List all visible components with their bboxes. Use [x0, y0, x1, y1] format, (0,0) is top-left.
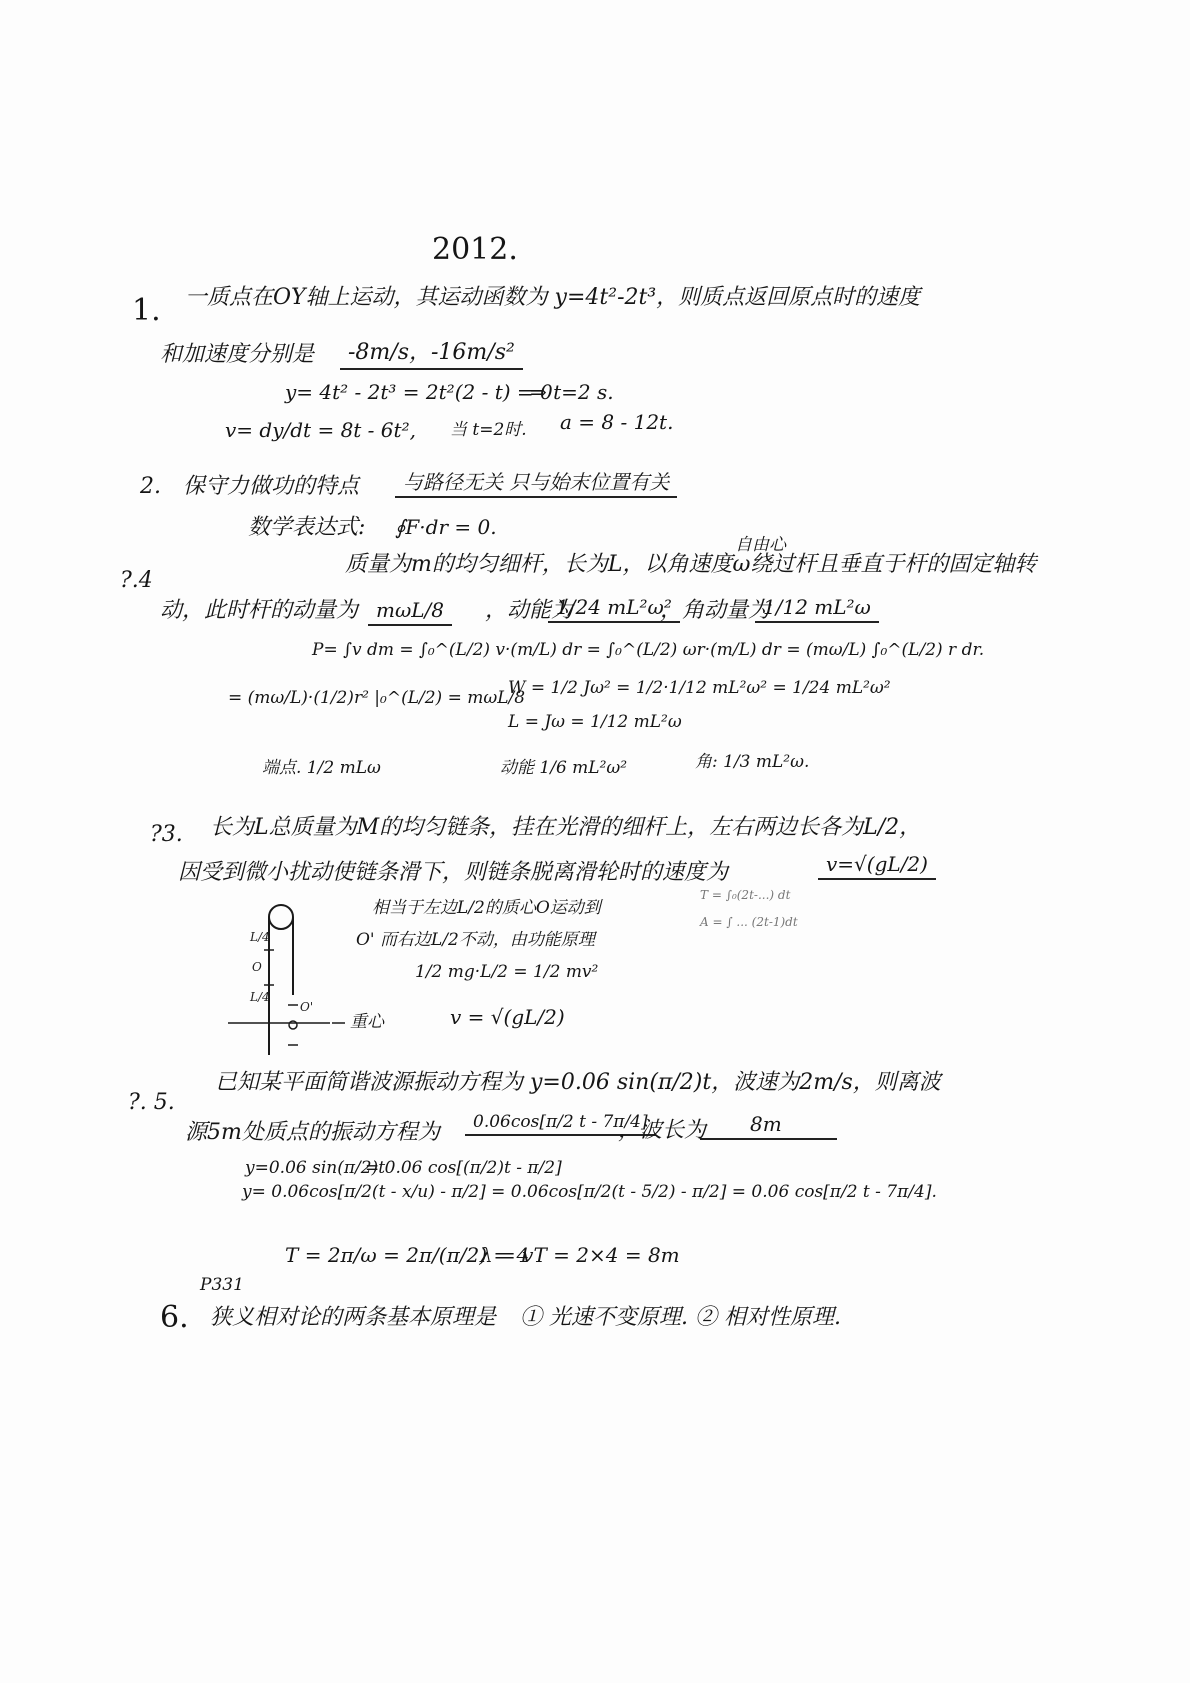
q3a-answer-momentum: mωL/8 — [368, 598, 452, 626]
q3a-alt2: 动能 1/6 mL²ω² — [500, 758, 628, 778]
q3a-prompt2a: 动，此时杆的动量为 — [160, 598, 359, 623]
pulley-circle — [269, 905, 293, 929]
q1-work-line1: y= 4t² - 2t³ = 2t²(2 - t) = 0 — [285, 380, 553, 404]
q3b-note1: 相当于左边L/2的质心O运动到 — [372, 898, 601, 918]
q3a-number: ?.4 — [120, 568, 153, 593]
q3a-prompt2c: ，角动量为 — [660, 598, 771, 623]
q1-answer: -8m/s，-16m/s² — [340, 340, 523, 370]
q2-number: 2. — [140, 474, 161, 499]
q3a-work-line2b: W = 1/2 Jω² = 1/2·1/12 mL²ω² = 1/24 mL²ω² — [508, 678, 891, 698]
q5-work-line1: y=0.06 sin(π/2)t — [245, 1158, 386, 1178]
q5-prompt: 已知某平面简谐波源振动方程为 y=0.06 sin(π/2)t，波速为2m/s，则离波 — [215, 1070, 941, 1095]
q6-number: 6. — [160, 1300, 189, 1335]
q3a-alt1: 端点. 1/2 mLω — [262, 758, 381, 778]
q3b-eq2: v = √(gL/2) — [450, 1005, 565, 1029]
q5-answer2: 8m — [700, 1112, 837, 1140]
q5-work-line3: T = 2π/ω = 2π/(π/2) = 4 — [285, 1243, 530, 1267]
q1-number: 1. — [132, 293, 161, 328]
q3b-eq1: 1/2 mg·L/2 = 1/2 mv² — [415, 962, 599, 982]
q2-prompt: 保守力做功的特点 — [183, 474, 360, 499]
diagram-tick-4: O' — [300, 1000, 314, 1014]
q5-prompt2: 源5m处质点的振动方程为 — [185, 1120, 440, 1145]
q3b-prompt2: 因受到微小扰动使链条滑下，则链条脱离滑轮时的速度为 — [178, 860, 729, 885]
q3b-number: ?3. — [150, 822, 183, 847]
q3a-prompt: 质量为m的均匀细杆，长为L，以角速度ω绕过杆且垂直于杆的固定轴转 — [345, 552, 1037, 577]
q3a-work-line3: L = Jω = 1/12 mL²ω — [508, 712, 682, 732]
page-title: 2012. — [432, 232, 518, 267]
q3a-work-line1: P= ∫v dm = ∫₀^(L/2) v·(m/L) dr = ∫₀^(L/2) ωr·(m/L) dr = (mω/L) ∫₀^(L/2) r dr. — [312, 640, 985, 660]
q3a-prompt2b: ，动能为 — [485, 598, 574, 623]
diagram-ref-label: 重心 — [350, 1012, 384, 1032]
q6-page-ref: P331 — [200, 1275, 244, 1295]
q1-prompt2: 和加速度分别是 — [160, 342, 315, 367]
q1-work-line2c: a = 8 - 12t. — [560, 410, 674, 434]
diagram-tick-3: L/4 — [250, 990, 270, 1004]
q3a-alt3: 角: 1/3 mL²ω. — [695, 752, 810, 772]
q5-work-line3b: λ = vT = 2×4 = 8m — [480, 1243, 680, 1267]
q1-work-line1b: ⇒ t=2 s. — [530, 380, 614, 404]
q1-prompt: 一质点在OY轴上运动，其运动函数为 y=4t²-2t³，则质点返回原点时的速度 — [185, 285, 921, 310]
q2-answer: 与路径无关 只与始末位置有关 — [395, 470, 677, 498]
center-of-mass-marker — [289, 1021, 297, 1029]
diagram-tick-1: L/4 — [250, 930, 270, 944]
q5-number: ?. 5. — [128, 1090, 175, 1115]
q3a-answer-ke: 1/24 mL²ω² — [548, 595, 680, 623]
q3a-work-line2: = (mω/L)·(1/2)r² |₀^(L/2) = mωL/8 — [228, 688, 526, 708]
q6-prompt: 狭义相对论的两条基本原理是 — [210, 1305, 497, 1330]
q1-work-line2: v= dy/dt = 8t - 6t², — [225, 418, 416, 442]
q5-prompt3: ，波长为 — [618, 1118, 707, 1143]
q3b-side-note-2: A = ∫ ... (2t-1)dt — [700, 915, 798, 929]
q5-work-line1b: = 0.06 cos[(π/2)t - π/2] — [365, 1158, 562, 1178]
q3b-note2: O' 而右边L/2不动，由功能原理 — [356, 930, 595, 950]
q5-work-line2: y= 0.06cos[π/2(t - x/u) - π/2] = 0.06cos[π/2(t - 5/2) - π/2] = 0.06 cos[π/2 t - 7π/4]. — [242, 1182, 937, 1202]
q3a-annotation: 自由心 — [735, 535, 786, 555]
q3b-answer: v=√(gL/2) — [818, 852, 936, 880]
q3b-side-note-1: T = ∫₀(2t-...) dt — [700, 888, 791, 902]
q3b-prompt: 长为L总质量为M的均匀链条，挂在光滑的细杆上，左右两边长各为L/2， — [210, 815, 922, 840]
q5-answer: 0.06cos[π/2 t - 7π/4] — [465, 1112, 656, 1136]
q1-work-line2b: 当 t=2时. — [450, 420, 527, 440]
q3a-answer-am: 1/12 mL²ω — [755, 595, 879, 623]
q2-expr-label: 数学表达式: — [248, 515, 366, 540]
q2-expr: ∮F·dr = 0. — [395, 515, 497, 539]
diagram-tick-2: O — [252, 960, 262, 974]
q6-answer: ① 光速不变原理. ② 相对性原理. — [520, 1305, 841, 1330]
